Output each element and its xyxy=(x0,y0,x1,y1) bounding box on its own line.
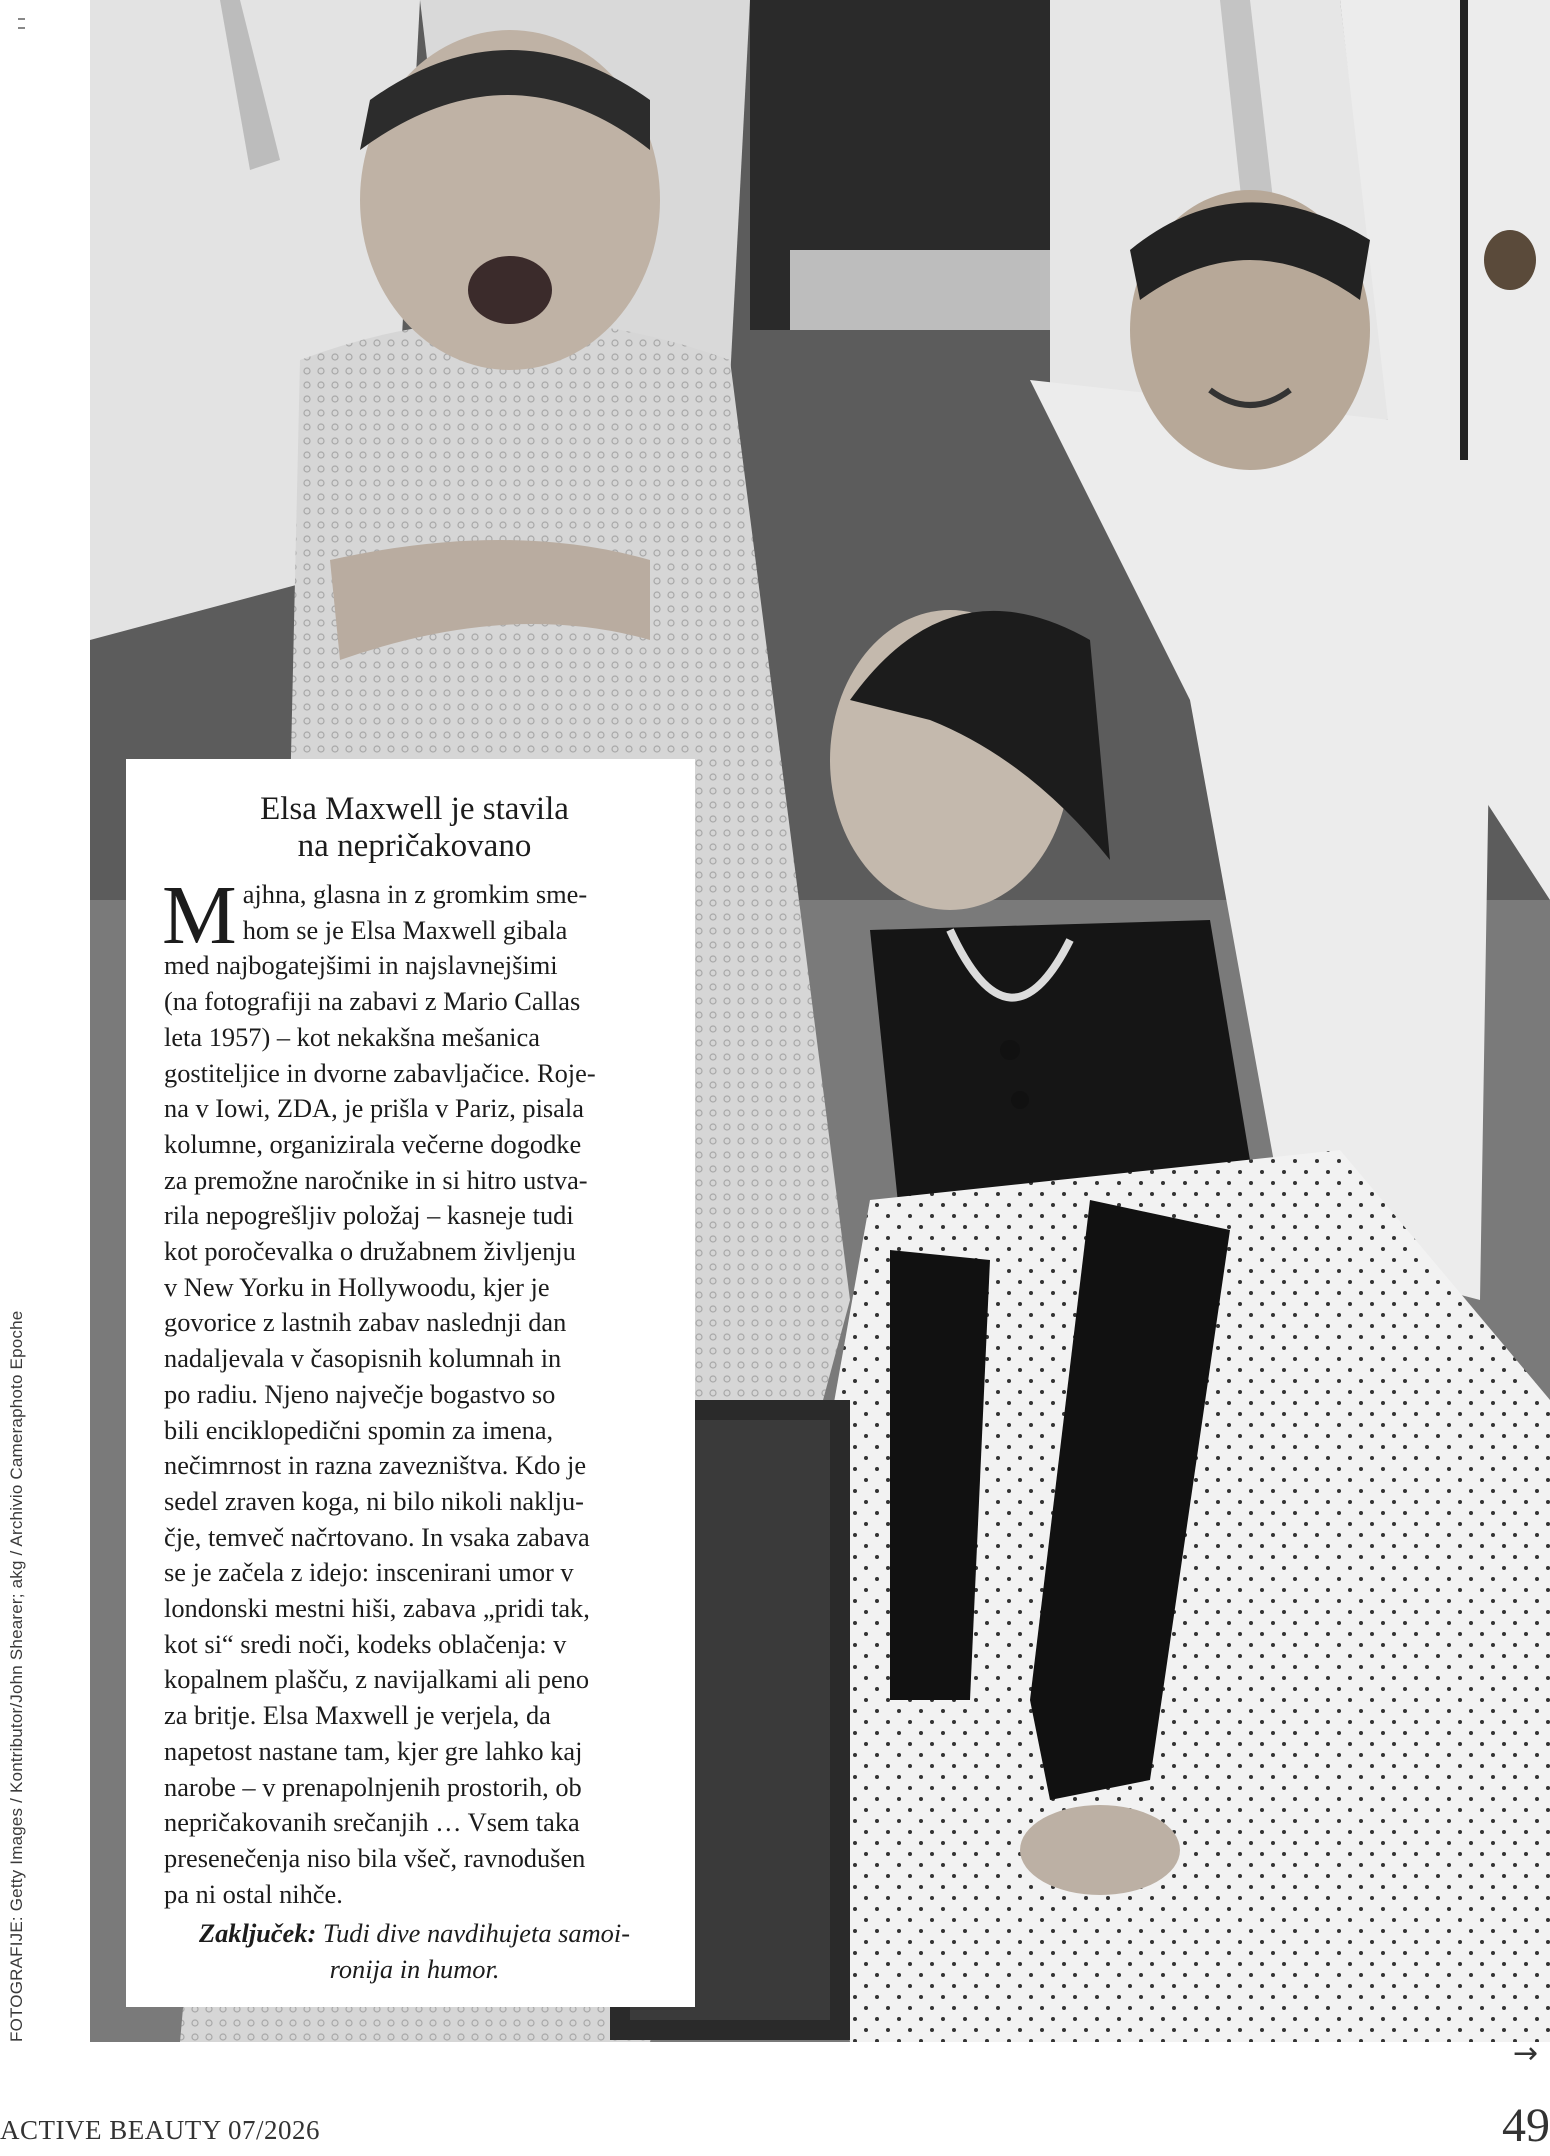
body-line: (na fotografiji na zabavi z Mario Callas xyxy=(164,986,581,1017)
body-line: med najbogatejšimi in najslavnejšimi xyxy=(164,950,558,981)
sidebar-title-line2: na nepričakovano xyxy=(297,828,532,864)
body-line: bili enciklopedični spomin za imena, xyxy=(164,1414,554,1445)
continue-arrow-icon: → xyxy=(1513,2036,1539,2071)
body-line: rila nepogrešljiv položaj – kasneje tudi xyxy=(164,1200,574,1231)
body-line: za premožne naročnike in si hitro ustva- xyxy=(164,1164,588,1195)
body-line: kopalnem plašču, z navijalkami ali peno xyxy=(164,1664,590,1695)
conclusion xyxy=(164,1916,665,1987)
body-line: govorice z lastnih zabav naslednji dan xyxy=(164,1307,567,1338)
body-line: na v Iowi, ZDA, je prišla v Pariz, pisala xyxy=(164,1093,584,1124)
body-line: kot si“ sredi noči, kodeks oblačenja: v xyxy=(164,1628,567,1659)
conclusion-line2: ronija in humor. xyxy=(329,1954,500,1985)
corner-mark xyxy=(18,18,25,29)
sidebar-title-line1: Elsa Maxwell je stavila xyxy=(260,791,569,827)
body-line: nepričakovanih srečanjih … Vsem taka xyxy=(164,1807,580,1838)
body-line: pa ni ostal nihče. xyxy=(164,1878,343,1909)
body-line: se je začela z idejo: inscenirani umor v xyxy=(164,1557,574,1588)
body-line: sedel zraven koga, ni bilo nikoli naklju- xyxy=(164,1485,584,1516)
sidebar-title xyxy=(164,791,665,865)
body-line: narobe – v prenapolnjenih prostorih, ob xyxy=(164,1771,582,1802)
conclusion-line1: Tudi dive navdihujeta samoi- xyxy=(322,1918,630,1949)
body-line: napetost nastane tam, kjer gre lahko kaj xyxy=(164,1735,583,1766)
body-line: za britje. Elsa Maxwell je verjela, da xyxy=(164,1700,551,1731)
body-line: leta 1957) – kot nekakšna mešanica xyxy=(164,1021,540,1052)
body-line: presenečenja niso bila všeč, ravnodušen xyxy=(164,1842,586,1873)
body-line: kot poročevalka o družabnem življenju xyxy=(164,1236,576,1267)
body-line: kolumne, organizirala večerne dogodke xyxy=(164,1128,582,1159)
body-line: hom se je Elsa Maxwell gibala xyxy=(242,914,568,945)
page-number: 49 xyxy=(1502,2099,1550,2152)
body-line: čje, temveč načrtovano. In vsaka zabava xyxy=(164,1521,590,1552)
body-line: londonski mestni hiši, zabava „pridi tak, xyxy=(164,1593,590,1624)
drop-cap: M xyxy=(162,869,237,962)
conclusion-label: Zaključek: xyxy=(198,1918,317,1949)
sidebar-body xyxy=(162,869,665,1912)
body-line: nečimrnost in razna zavezništva. Kdo je xyxy=(164,1450,587,1481)
body-line: po radiu. Njeno največje bogastvo so xyxy=(164,1378,556,1409)
sidebar-box xyxy=(126,759,695,2007)
body-line: gostiteljice in dvorne zabavljačice. Roje- xyxy=(164,1057,596,1088)
body-line: v New Yorku in Hollywoodu, kjer je xyxy=(164,1271,550,1302)
magazine-footer: ACTIVE BEAUTY 07/2026 xyxy=(0,2115,320,2145)
photo-credit-text: FOTOGRAFIJE: Getty Images / Kontributor/John Shearer; akg / Archivio Cameraphoto Epoche xyxy=(7,1310,26,2042)
body-line: ajhna, glasna in z gromkim sme- xyxy=(242,879,588,909)
body-line: nadaljevala v časopisnih kolumnah in xyxy=(164,1343,562,1374)
